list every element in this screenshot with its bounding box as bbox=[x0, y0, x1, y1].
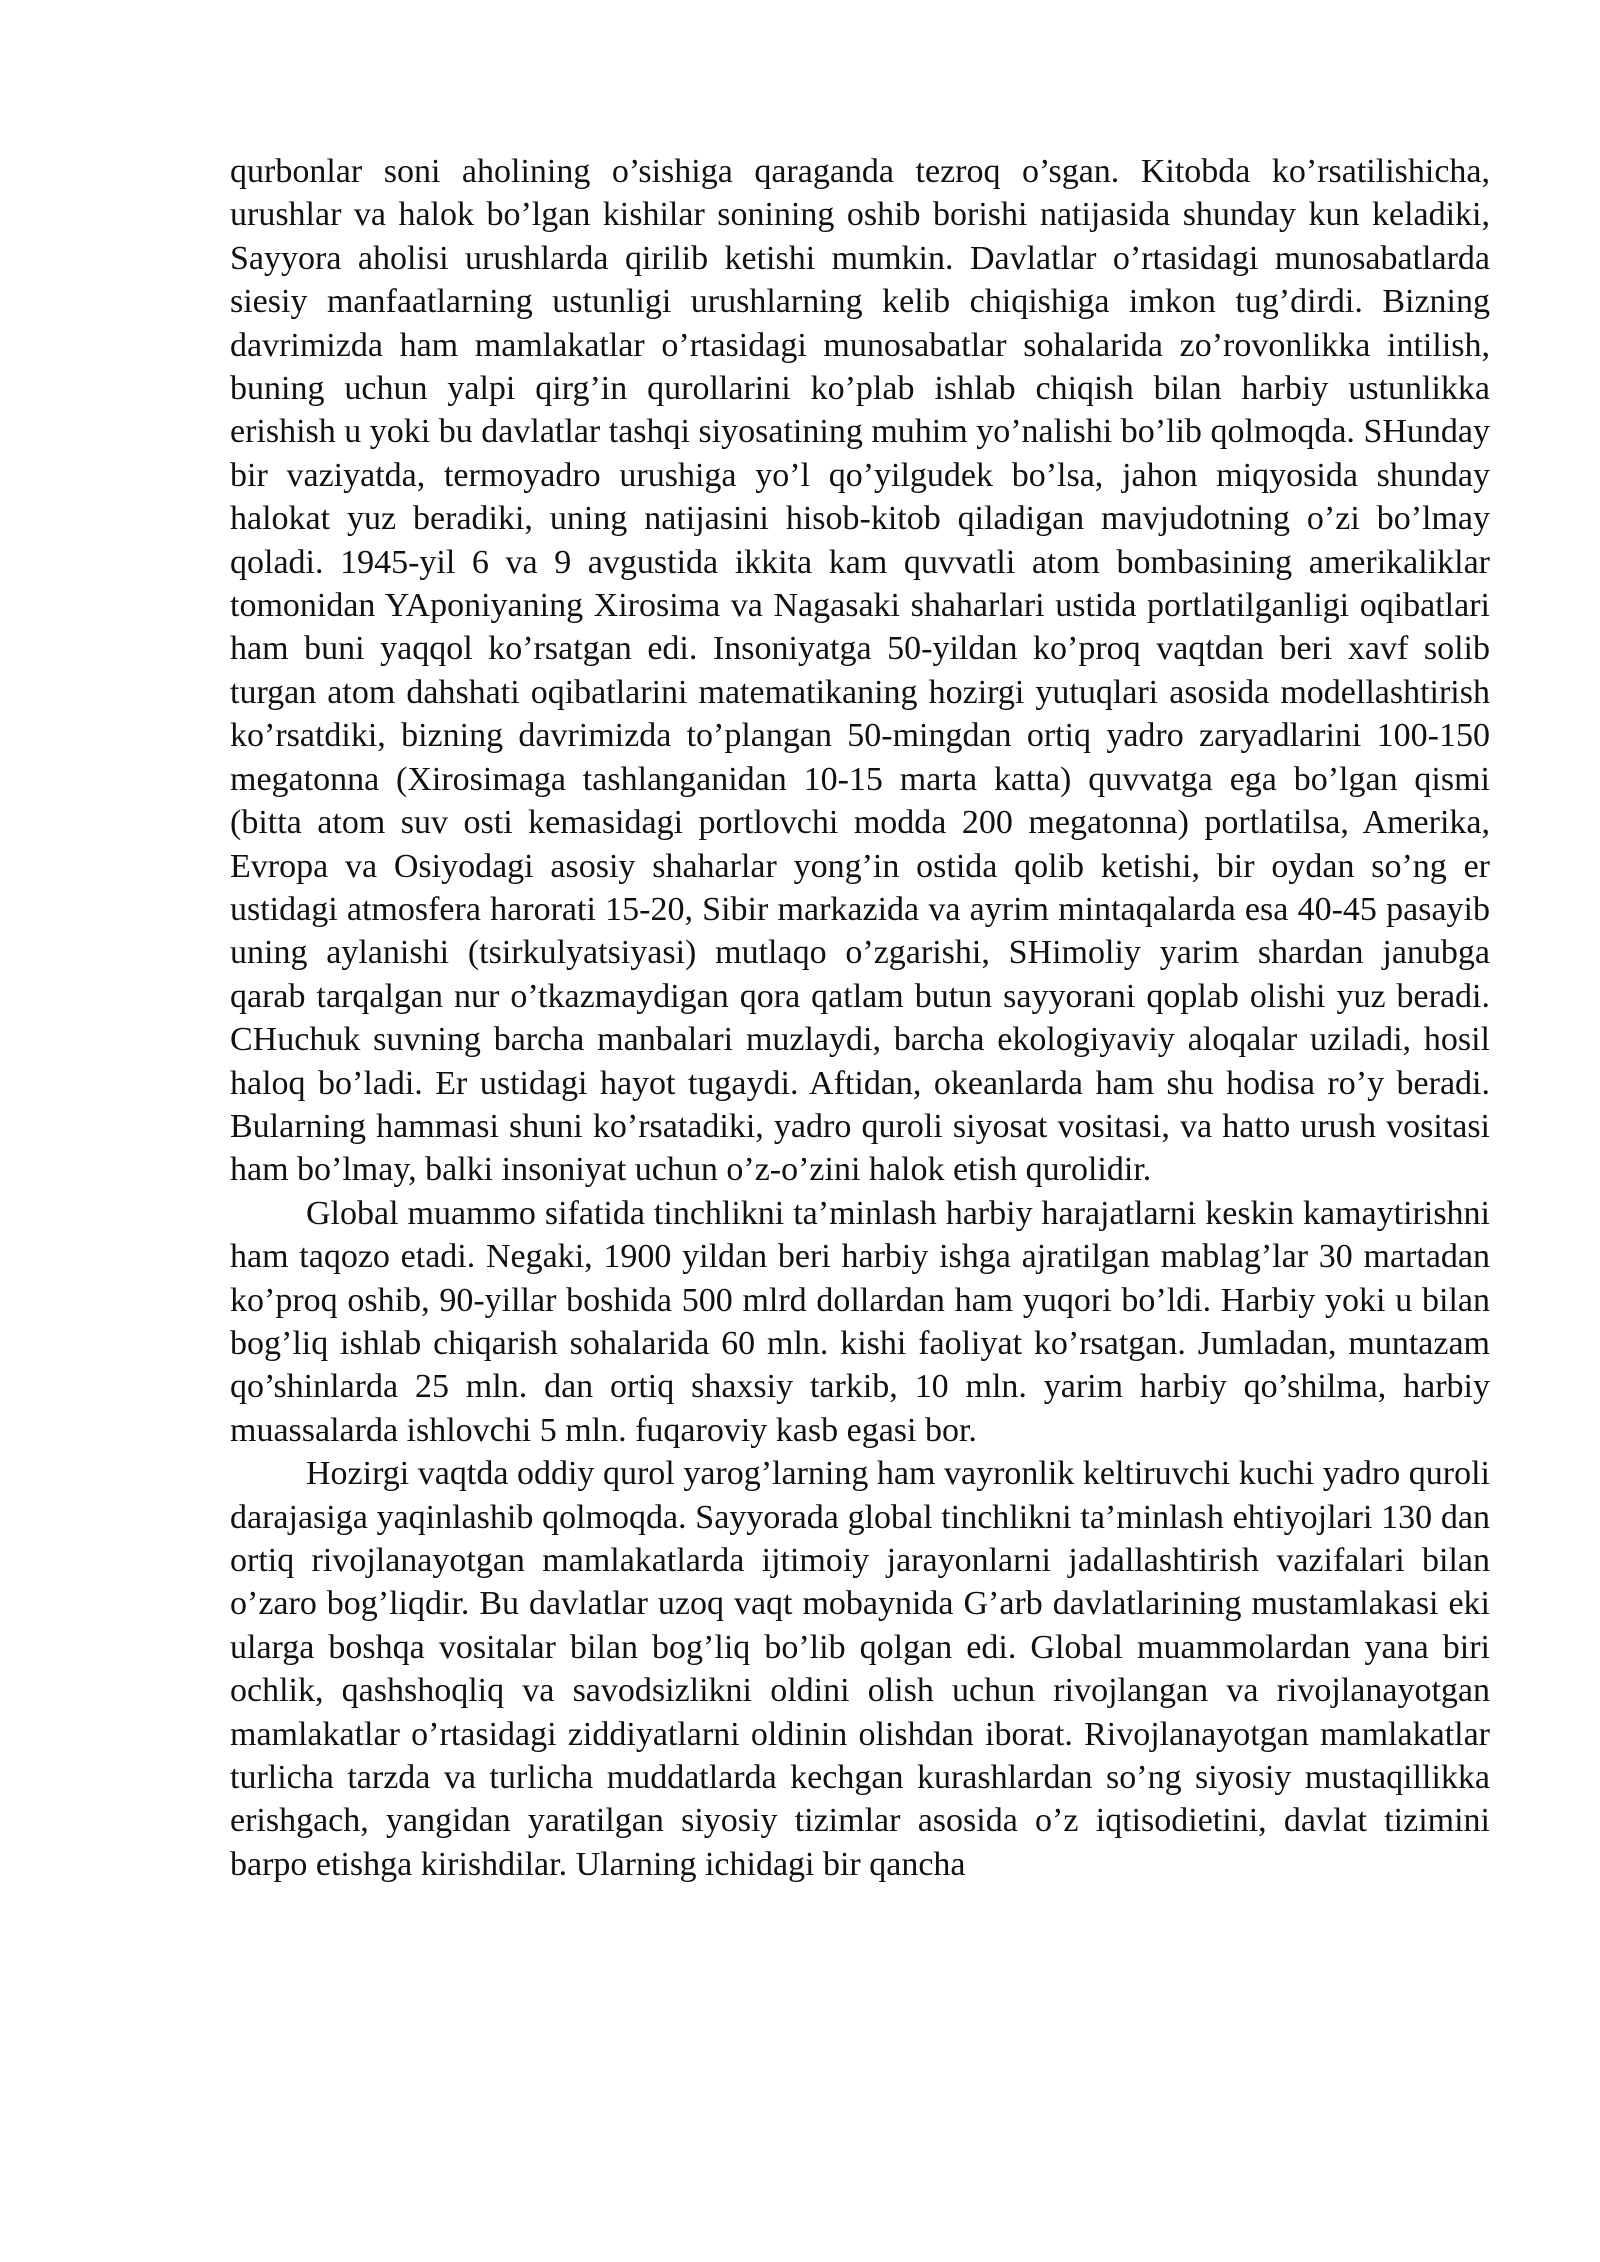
paragraph-conventional-weapons-developing-countries: Hozirgi vaqtda oddiy qurol yarog’larning ham vayronlik keltiruvchi kuchi yadro quroli darajasiga yaqinlashib qolmoqda. Sayyorada global tinchlikni ta’minlash ehtiyojlari 130 dan ortiq rivojlanayotgan mamlakatlarda ijtimoiy jarayonlarni jadallashtirish vazifalari bilan o’zaro bog’liqdir. Bu davlatlar uzoq vaqt mobaynida G’arb davlatlarining mustamlakasi eki ularga boshqa vositalar bilan bog’liq bo’lib qolgan edi. Global muammolardan yana biri ochlik, qashshoqliq va savodsizlikni oldini olish uchun rivojlangan va rivojlanayotgan mamlakatlar o’rtasidagi ziddiyatlarni oldinin olishdan iborat. Rivojlanayotgan mamlakatlar turlicha tarzda va turlicha muddatlarda kechgan kurashlardan so’ng siyosiy mustaqillikka erishgach, yangidan yaratilgan siyosiy tizimlar asosida o’z iqtisodietini, davlat tizimini barpo etishga kirishdilar. Ularning ichidagi bir qancha bbox=[230, 1455, 1490, 1883]
paragraph-continuation: qurbonlar soni aholining o’sishiga qaraganda tezroq o’sgan. Kitobda ko’rsatilishicha, urushlar va halok bo’lgan kishilar sonining oshib borishi natijasida shunday kun keladiki, Sayyora aholisi urushlarda qirilib ketishi mumkin. Davlatlar o’rtasidagi munosabatlarda siesiy manfaatlarning ustunligi urushlarning kelib chiqishiga imkon tug’dirdi. Bizning davrimizda ham mamlakatlar o’rtasidagi munosabatlar sohalarida zo’rovonlikka intilish, buning uchun yalpi qirg’in qurollarini ko’plab ishlab chiqish bilan harbiy ustunlikka erishish u yoki bu davlatlar tashqi siyosatining muhim yo’nalishi bo’lib qolmoqda. SHunday bir vaziyatda, termoyadro urushiga yo’l qo’yilgudek bo’lsa, jahon miqyosida shunday halokat yuz beradiki, uning natijasini hisob-kitob qiladigan mavjudotning o’zi bo’lmay qoladi. 1945-yil 6 va 9 avgustida ikkita kam quvvatli atom bombasining amerikaliklar tomonidan YAponiyaning Xirosima va Nagasaki shaharlari ustida portlatilganligi oqibatlari ham buni yaqqol ko’rsatgan edi. Insoniyatga 50-yildan ko’proq vaqtdan beri xavf solib turgan atom dahshati oqibatlarini matematikaning hozirgi yutuqlari asosida modellashtirish ko’rsatdiki, bizning davrimizda to’plangan 50-mingdan ortiq yadro zaryadlarini 100-150 megatonna (Xirosimaga tashlanganidan 10-15 marta katta) quvvatga ega bo’lgan qismi (bitta atom suv osti kemasidagi portlovchi modda 200 megatonna) portlatilsa, Amerika, Evropa va Osiyodagi asosiy shaharlar yong’in ostida qolib ketishi, bir oydan so’ng er ustidagi atmosfera harorati 15-20, Sibir markazida va ayrim mintaqalarda esa 40-45 pasayib uning aylanishi (tsirkulyatsiyasi) mutlaqo o’zgarishi, SHimoliy yarim shardan janubga qarab tarqalgan nur o’tkazmaydigan qora qatlam butun sayyorani qoplab olishi yuz beradi. CHuchuk suvning barcha manbalari muzlaydi, barcha ekologiyaviy aloqalar uziladi, hosil haloq bo’ladi. Er ustidagi hayot tugaydi. Aftidan, okeanlarda ham shu hodisa ro’y beradi. Bularning hammasi shuni ko’rsatadiki, yadro quroli siyosat vositasi, va hatto urush vositasi ham bo’lmay, balki insoniyat uchun o’z-o’zini halok etish qurolidir. bbox=[230, 153, 1490, 1189]
document-page bbox=[230, 150, 1490, 1886]
paragraph-global-peace-military-spending: Global muammo sifatida tinchlikni ta’minlash harbiy harajatlarni keskin kamaytirishni ham taqozo etadi. Negaki, 1900 yildan beri harbiy ishga ajratilgan mablag’lar 30 martadan ko’proq oshib, 90-yillar boshida 500 mlrd dollardan ham yuqori bo’ldi. Harbiy yoki u bilan bog’liq ishlab chiqarish sohalarida 60 mln. kishi faoliyat ko’rsatgan. Jumladan, muntazam qo’shinlarda 25 mln. dan ortiq shaxsiy tarkib, 10 mln. yarim harbiy qo’shilma, harbiy muassalarda ishlovchi 5 mln. fuqaroviy kasb egasi bor. bbox=[230, 1194, 1490, 1449]
